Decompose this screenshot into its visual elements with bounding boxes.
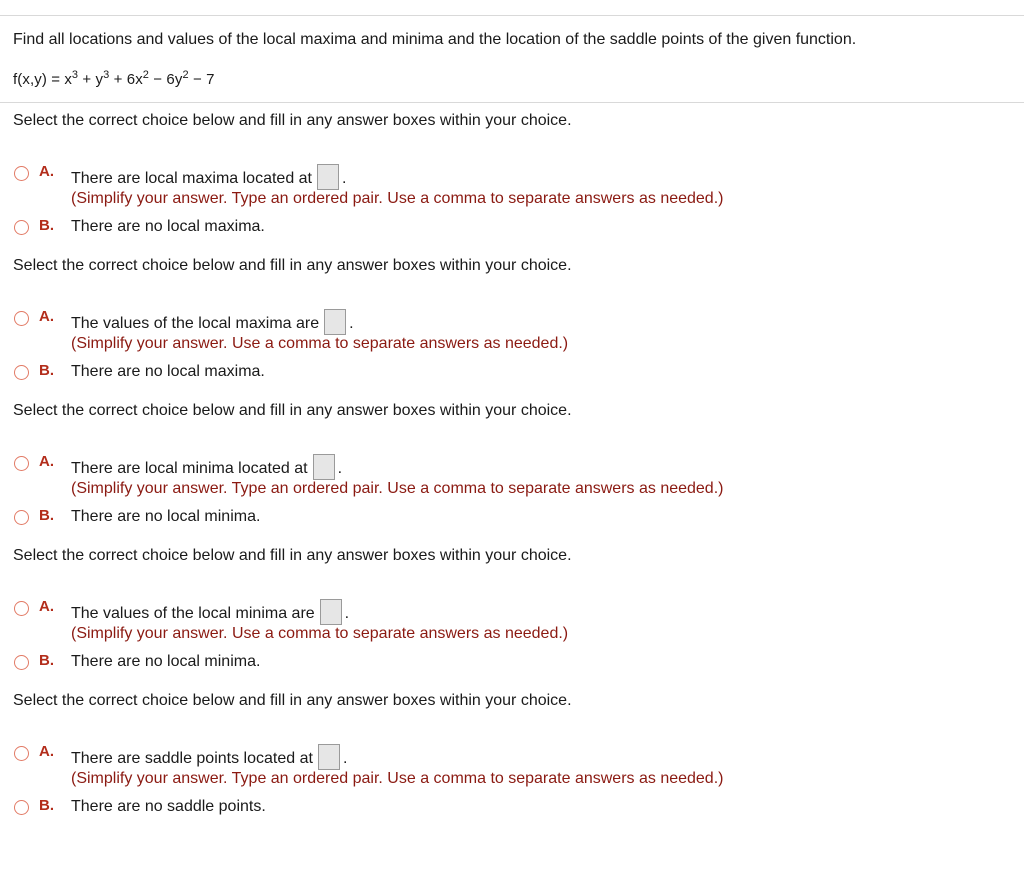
function-part: − 6y: [149, 71, 183, 88]
choice-b-letter: B.: [39, 507, 54, 524]
answer-box[interactable]: [320, 599, 342, 625]
answer-box[interactable]: [324, 309, 346, 335]
choice-b-radio[interactable]: [14, 655, 29, 670]
choice-a-hint: (Simplify your answer. Use a comma to separate answers as needed.): [71, 335, 569, 352]
function-exponent: 3: [71, 69, 79, 81]
section-prompt: Select the correct choice below and fill in any answer boxes within your choice.: [13, 257, 572, 274]
answer-box[interactable]: [318, 744, 340, 770]
function-expression: [13, 71, 215, 88]
choice-a-label: There are local maxima located at: [71, 170, 312, 187]
choice-a-radio[interactable]: [14, 601, 29, 616]
function-part: f(x,y) = x: [13, 71, 72, 88]
choice-a-hint: (Simplify your answer. Type an ordered pair. Use a comma to separate answers as needed.): [71, 770, 724, 787]
choice-b-text: There are no local maxima.: [71, 218, 265, 235]
top-divider: [0, 15, 1024, 16]
function-part: − 7: [188, 71, 215, 88]
function-exponent: 3: [103, 69, 110, 81]
choice-a-text: The values of the local maxima are .: [71, 309, 354, 335]
choice-a-radio[interactable]: [14, 746, 29, 761]
choice-a-label: The values of the local minima are: [71, 605, 315, 622]
section-prompt: Select the correct choice below and fill in any answer boxes within your choice.: [13, 112, 572, 129]
choice-a-hint: (Simplify your answer. Use a comma to separate answers as needed.): [71, 625, 569, 642]
choice-a-hint: (Simplify your answer. Type an ordered pair. Use a comma to separate answers as needed.): [71, 480, 724, 497]
choice-b-text: There are no local minima.: [71, 508, 261, 525]
choice-a-letter: A.: [39, 598, 54, 615]
choice-a-label: There are local minima located at: [71, 460, 308, 477]
choice-b-radio[interactable]: [14, 220, 29, 235]
choice-a-label: The values of the local maxima are: [71, 315, 320, 332]
function-exponent: 2: [142, 69, 150, 81]
choice-a-letter: A.: [39, 308, 54, 325]
function-exponent: 2: [182, 69, 189, 81]
choice-b-radio[interactable]: [14, 510, 29, 525]
answer-box[interactable]: [317, 164, 339, 190]
section-prompt: Select the correct choice below and fill in any answer boxes within your choice.: [13, 547, 572, 564]
choice-b-text: There are no local minima.: [71, 653, 261, 670]
choice-b-letter: B.: [39, 797, 54, 814]
choice-a-text: The values of the local minima are .: [71, 599, 349, 625]
choice-a-text: There are local maxima located at .: [71, 164, 346, 190]
section-prompt: Select the correct choice below and fill in any answer boxes within your choice.: [13, 402, 572, 419]
choice-b-letter: B.: [39, 217, 54, 234]
choice-a-radio[interactable]: [14, 456, 29, 471]
choice-b-letter: B.: [39, 362, 54, 379]
answer-box[interactable]: [313, 454, 335, 480]
choice-a-letter: A.: [39, 743, 54, 760]
choice-a-hint: (Simplify your answer. Type an ordered pair. Use a comma to separate answers as needed.): [71, 190, 724, 207]
choice-b-text: There are no saddle points.: [71, 798, 266, 815]
choice-b-text: There are no local maxima.: [71, 363, 265, 380]
function-part: + 6x: [109, 71, 143, 88]
choice-a-letter: A.: [39, 163, 54, 180]
question-text: Find all locations and values of the local maxima and minima and the location of the saddle points of the given function.: [13, 31, 857, 48]
function-part: + y: [78, 71, 104, 88]
choice-a-label: There are saddle points located at: [71, 750, 313, 767]
section-prompt: Select the correct choice below and fill in any answer boxes within your choice.: [13, 692, 572, 709]
choice-a-text: There are local minima located at .: [71, 454, 342, 480]
choice-b-letter: B.: [39, 652, 54, 669]
choice-a-letter: A.: [39, 453, 54, 470]
choice-a-radio[interactable]: [14, 166, 29, 181]
choice-a-text: There are saddle points located at .: [71, 744, 347, 770]
choice-a-radio[interactable]: [14, 311, 29, 326]
question-divider: [0, 102, 1024, 103]
choice-b-radio[interactable]: [14, 365, 29, 380]
choice-b-radio[interactable]: [14, 800, 29, 815]
